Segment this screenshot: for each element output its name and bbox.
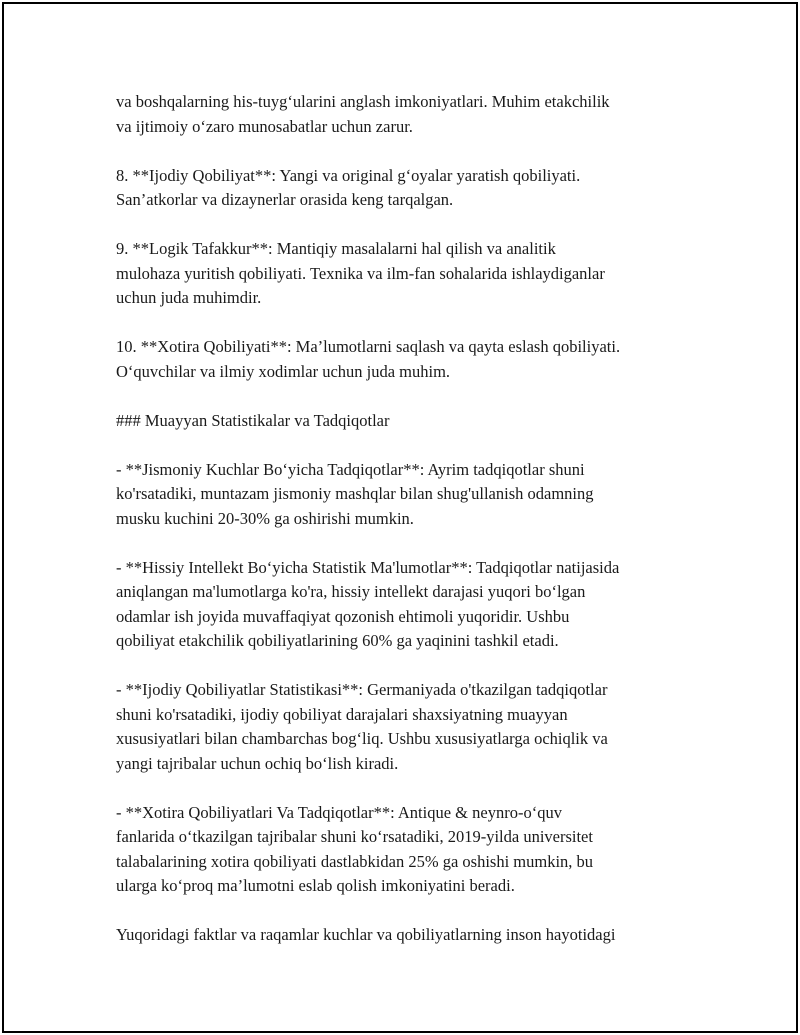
paragraph-conclusion: [116, 923, 696, 948]
text-line: - **Jismoniy Kuchlar Bo‘yicha Tadqiqotlar**: Ayrim tadqiqotlar shuni: [116, 459, 585, 479]
text-line: 10. **Xotira Qobiliyati**: Ma’lumotlarni saqlash va qayta eslash qobiliyati.: [116, 337, 621, 356]
text-line: uchun juda muhimdir.: [116, 288, 262, 307]
paragraph-creative-ability: [116, 164, 696, 213]
list-item-memory-research: [116, 801, 696, 899]
text-line: va boshqalarning his-tuyg‘ularini anglash imkoniyatlari. Muhim etakchilik: [116, 92, 610, 111]
text-line: va ijtimoiy o‘zaro munosabatlar uchun zarur.: [116, 116, 413, 136]
text-line: fanlarida o‘tkazilgan tajribalar shuni ko‘rsatadiki, 2019-yilda universitet: [116, 827, 593, 846]
text-line: xususiyatlari bilan chambarchas bog‘liq. Ushbu xususiyatlarga ochiqlik va: [116, 729, 608, 748]
text-line: aniqlangan ma'lumotlarga ko'ra, hissiy intellekt darajasi yuqori bo‘lgan: [116, 582, 586, 601]
text-line: qobiliyat etakchilik qobiliyatlarining 60% ga yaqinini tashkil etadi.: [116, 631, 559, 650]
text-line: 9. **Logik Tafakkur**: Mantiqiy masalalarni hal qilish va analitik: [116, 239, 556, 258]
list-item-creative-stats: [116, 678, 696, 776]
text-line: - **Ijodiy Qobiliyatlar Statistikasi**: Germaniyada o'tkazilgan tadqiqotlar: [116, 680, 608, 699]
list-item-physical-strength: [116, 458, 696, 532]
text-line: ularga ko‘proq ma’lumotni eslab qolish imkoniyatini beradi.: [116, 876, 515, 895]
text-line: ko'rsatadiki, muntazam jismoniy mashqlar bilan shug'ullanish odamning: [116, 484, 594, 503]
text-line: 8. **Ijodiy Qobiliyat**: Yangi va original g‘oyalar yaratish qobiliyati.: [116, 165, 581, 185]
text-line: shuni ko'rsatadiki, ijodiy qobiliyat darajalari shaxsiyatning muayyan: [116, 704, 568, 724]
paragraph-memory-ability: [116, 335, 696, 384]
text-line: musku kuchini 20-30% ga oshirishi mumkin.: [116, 508, 414, 528]
text-line: talabalarining xotira qobiliyati dastlabkidan 25% ga oshishi mumkin, bu: [116, 851, 594, 871]
section-heading-statistics: [116, 409, 696, 434]
list-item-emotional-intelligence-stats: [116, 556, 696, 654]
text-line: - **Hissiy Intellekt Bo‘yicha Statistik Ma'lumotlar**: Tadqiqotlar natijasida: [116, 557, 620, 577]
text-line: mulohaza yuritish qobiliyati. Texnika va ilm-fan sohalarida ishlaydiganlar: [116, 263, 605, 283]
text-line: yangi tajribalar uchun ochiq bo‘lish kiradi.: [116, 753, 399, 773]
paragraph-emotional-intelligence-continued: [116, 90, 696, 139]
document-body: [116, 90, 696, 972]
heading-line: ### Muayyan Statistikalar va Tadqiqotlar: [116, 410, 390, 430]
text-line: Yuqoridagi faktlar va raqamlar kuchlar va qobiliyatlarning inson hayotidagi: [116, 925, 616, 944]
text-line: O‘quvchilar va ilmiy xodimlar uchun juda muhim.: [116, 361, 451, 381]
text-line: odamlar ish joyida muvaffaqiyat qozonish ehtimoli yuqoridir. Ushbu: [116, 606, 570, 626]
text-line: - **Xotira Qobiliyatlari Va Tadqiqotlar**: Antique & neynro-o‘quv: [116, 802, 562, 822]
paragraph-logical-thinking: [116, 237, 696, 311]
text-line: San’atkorlar va dizaynerlar orasida keng tarqalgan.: [116, 190, 454, 209]
